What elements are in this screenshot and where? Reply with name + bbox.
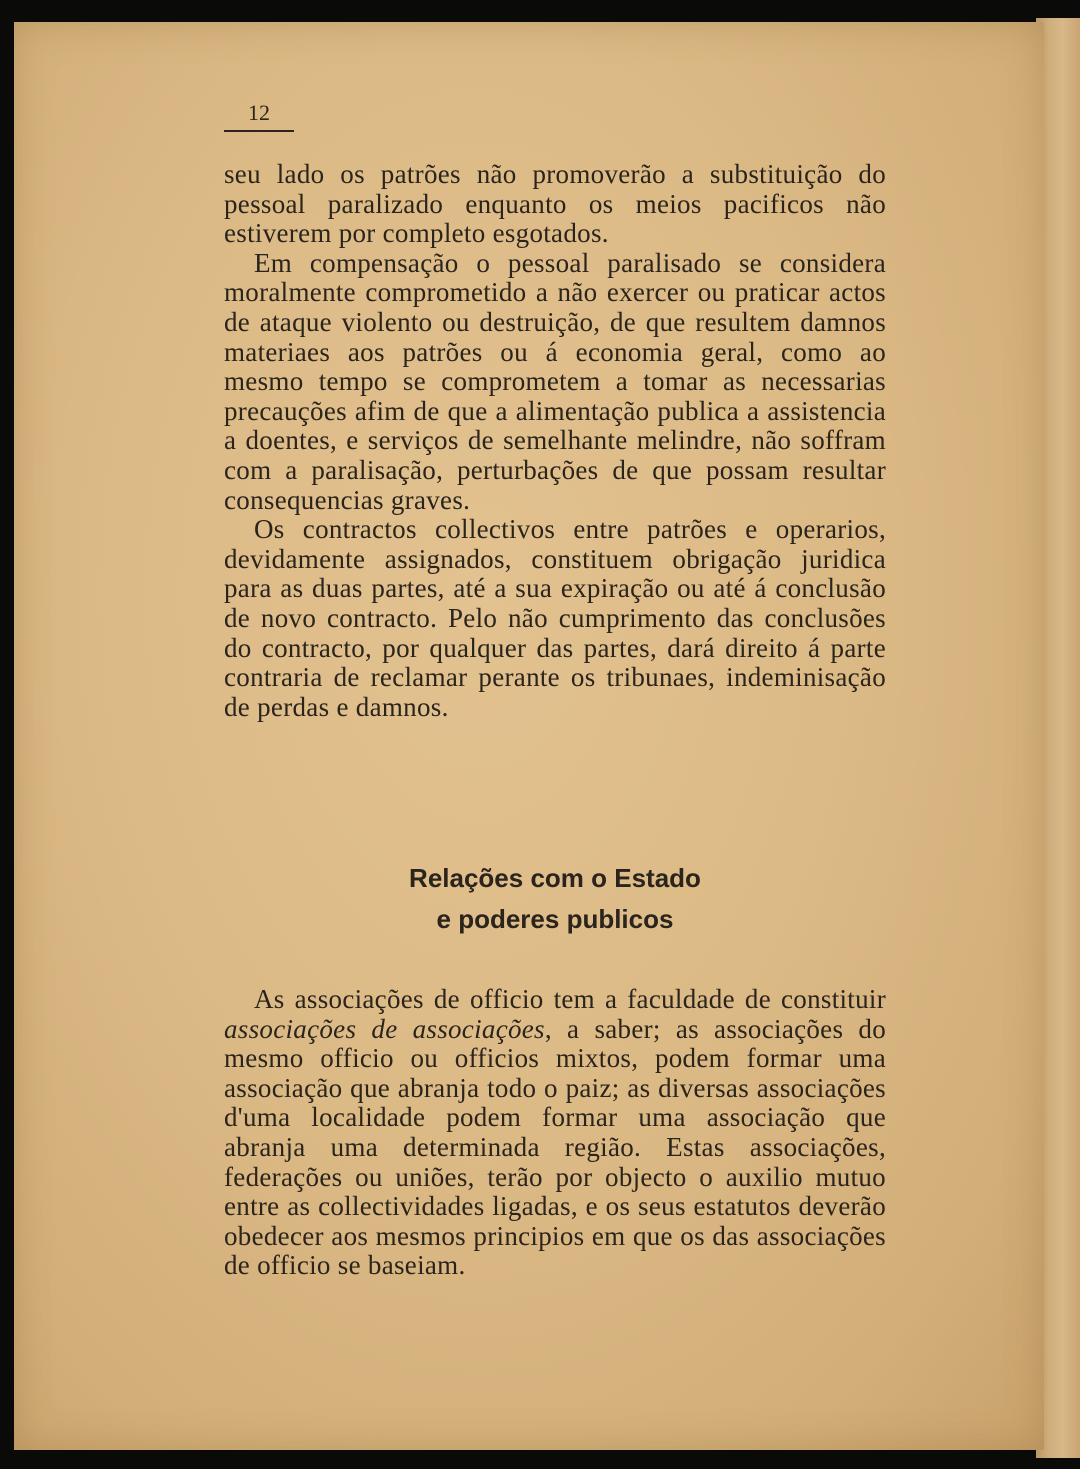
paragraph: seu lado os patrões não promoverão a substituição do pessoal paralizado enquanto os meios pacificos não estiverem por completo esgotados. [224, 159, 886, 249]
section-heading-line-2: e poderes publicos [436, 904, 674, 934]
paragraph: Em compensação o pessoal paralisado se considera moralmente comprometido a não exercer ou praticar actos de ataque violento ou destruição, de que resultem damnos materiaes aos patrões ou á economia geral, como ao mesmo tempo se comprometem a tomar as necessarias precauções afim de que a alimentação publica a assistencia a doentes, e serviços de semelhante melindre, não soffram com a paralisação, perturbações de que possam resultar consequencias graves. [224, 247, 886, 515]
body-text-top [224, 160, 886, 722]
paragraph [224, 985, 886, 1281]
paragraph: Os contractos collectivos entre patrões e operarios, devidamente assignados, constituem obrigação juridica para as duas partes, até a sua expiração ou até á conclusão de novo contracto. Pelo não cumprimento das conclusões do contracto, por qualquer das partes, dará direito á parte contraria de reclamar perante os tribunaes, indeminisação de perdas e damnos. [224, 514, 886, 722]
paragraph-text: As associações de officio tem a faculdade de constituir [254, 984, 886, 1014]
paragraph-text-continued: , a saber; as associações do mesmo officio ou officios mixtos, podem formar uma associação que abranja todo o paiz; as diversas associações d'uma localidade podem formar uma associação que abranja uma determinada região. Estas associações, federações ou uniões, terão por objecto o auxilio mutuo entre as collectividades ligadas, e os seus estatutos deverão obedecer aos mesmos principios em que os das associações de officio se baseiam. [224, 1013, 886, 1281]
section-heading-line-1: Relações com o Estado [409, 863, 701, 893]
section-heading [224, 858, 886, 940]
italic-phrase: associações de associações [224, 1013, 545, 1044]
page-number: 12 [224, 100, 294, 132]
body-text-bottom [224, 985, 886, 1281]
